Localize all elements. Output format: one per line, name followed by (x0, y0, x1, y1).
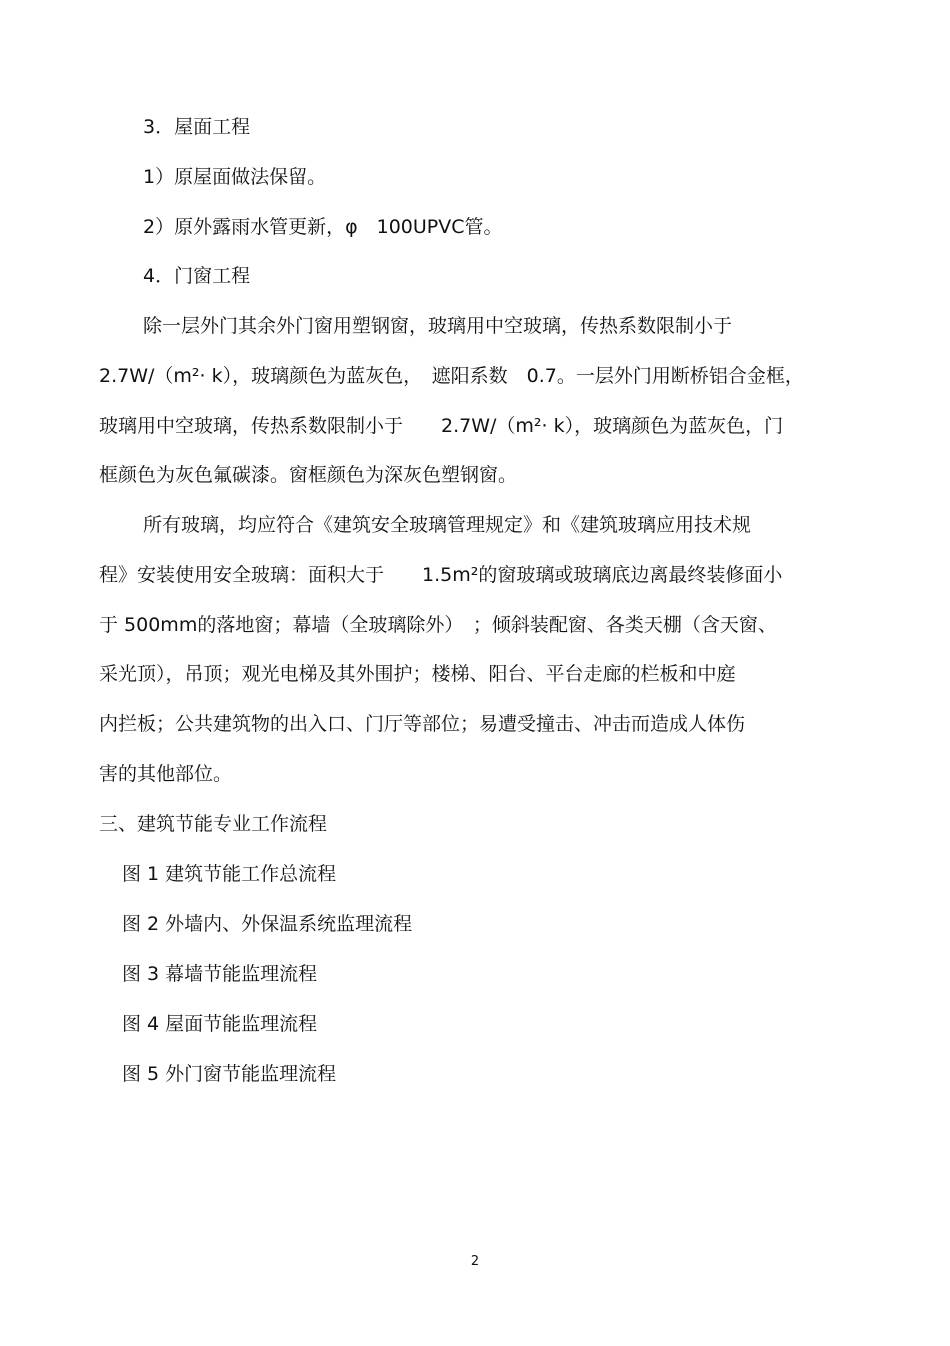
doors-windows-para2-line4: 采光顶），吊顶；观光电梯及其外围护；楼梯、阳台、平台走廊的栏板和中庭 (99, 663, 736, 685)
doors-windows-para1-line3: 玻璃用中空玻璃，传热系数限制小于 2.7W/（m²· k），玻璃颜色为蓝灰色，门 (99, 415, 784, 437)
doors-windows-para1-line1: 除一层外门其余外门窗用塑钢窗，玻璃用中空玻璃，传热系数限制小于 (143, 315, 733, 337)
figure-caption-5: 图 5 外门窗节能监理流程 (122, 1063, 337, 1085)
figure-caption-1: 图 1 建筑节能工作总流程 (122, 863, 337, 885)
workflow-heading: 三、建筑节能专业工作流程 (99, 813, 328, 835)
doors-windows-para2-line3: 于 500mm的落地窗；幕墙（全玻璃除外） ；倾斜装配窗、各类天棚（含天窗、 (99, 614, 777, 636)
doors-windows-para1-line4: 框颜色为灰色氟碳漆。窗框颜色为深灰色塑钢窗。 (99, 464, 518, 486)
doors-windows-para1-line2: 2.7W/（m²· k），玻璃颜色为蓝灰色， 遮阳系数 0.7。一层外门用断桥铝合金框， (99, 365, 804, 387)
figure-caption-4: 图 4 屋面节能监理流程 (122, 1013, 318, 1035)
doors-windows-para2-line5: 内拦板；公共建筑物的出入口、门厅等部位；易遭受撞击、冲击而造成人体伤 (99, 713, 746, 735)
roof-heading: 3．屋面工程 (143, 116, 251, 138)
figure-caption-2: 图 2 外墙内、外保温系统监理流程 (122, 913, 413, 935)
page-number: 2 (470, 1254, 480, 1269)
doors-windows-para2-line1: 所有玻璃，均应符合《建筑安全玻璃管理规定》和《建筑玻璃应用技术规 (143, 514, 752, 536)
figure-caption-3: 图 3 幕墙节能监理流程 (122, 963, 318, 985)
roof-item-2: 2）原外露雨水管更新，φ 100UPVC管。 (143, 216, 503, 238)
doors-windows-heading: 4．门窗工程 (143, 265, 251, 287)
doors-windows-para2-line2: 程》安装使用安全玻璃：面积大于 1.5m²的窗玻璃或玻璃底边离最终装修面小 (99, 564, 783, 586)
doors-windows-para2-line6: 害的其他部位。 (99, 763, 233, 785)
roof-item-1: 1）原屋面做法保留。 (143, 166, 327, 188)
